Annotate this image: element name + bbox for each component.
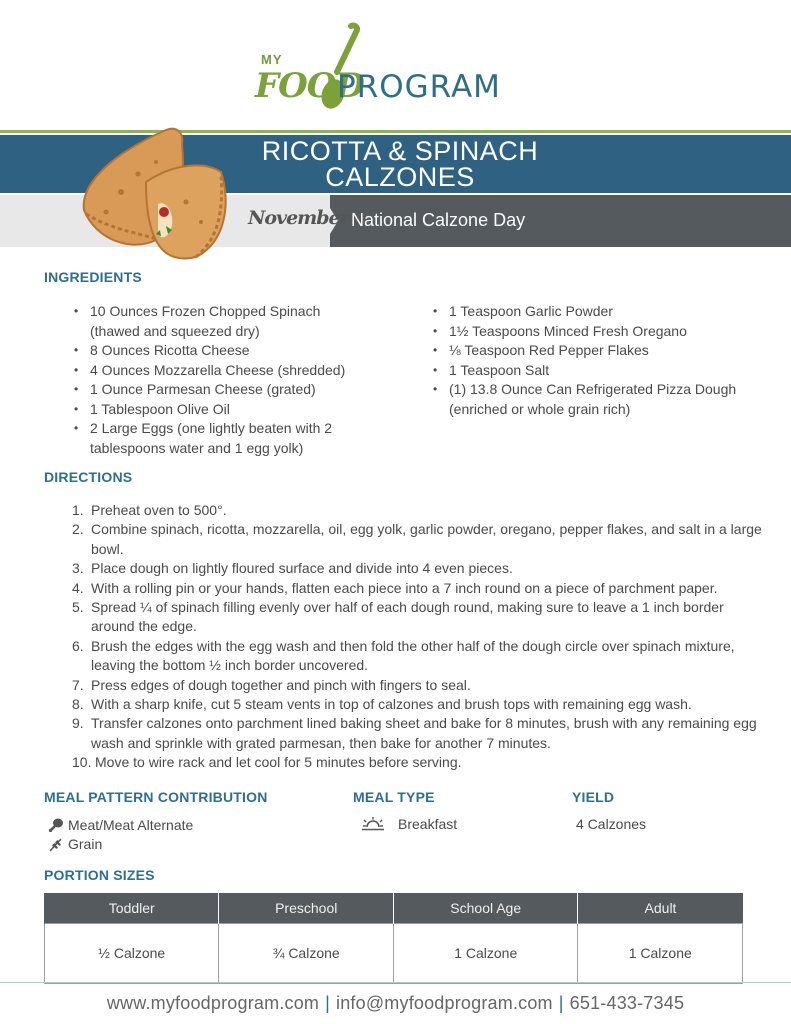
direction-step	[72, 501, 762, 520]
ingredient-item: • 1 Teaspoon Salt	[431, 361, 751, 381]
ingredient-item: • (1) 13.8 Ounce Can Refrigerated Pizza Dough (enriched or whole grain rich)	[431, 380, 751, 419]
portion-adult: 1 Calzone	[578, 923, 743, 983]
table-header-row	[45, 893, 743, 923]
step-number: 9.	[72, 715, 84, 732]
yield-value: 4 Calzones	[576, 816, 647, 832]
step-text: Preheat oven to 500°.	[91, 502, 227, 518]
ingredient-item: • 4 Ounces Mozzarella Cheese (shredded)	[72, 361, 372, 381]
logo-food: FOOD	[255, 66, 364, 106]
yield-heading: YIELD	[572, 789, 615, 805]
portion-sizes-table	[44, 893, 743, 984]
meal-type-heading: MEAL TYPE	[353, 789, 435, 805]
step-number: 7.	[72, 676, 84, 693]
recipe-title-line-2: CALZONES	[325, 162, 475, 192]
footer-separator: |	[325, 993, 330, 1013]
ingredient-item: • ⅛ Teaspoon Red Pepper Flakes	[431, 341, 751, 361]
meal-pattern-item	[48, 817, 193, 836]
step-text: Move to wire rack and let cool for 5 minutes before serving.	[95, 754, 462, 771]
step-text: With a rolling pin or your hands, flatten each piece into a 7 inch round on a piece of parchment paper.	[91, 579, 718, 596]
calzone-illustration	[76, 122, 236, 267]
recipe-title-line-1: RICOTTA & SPINACH	[261, 136, 539, 166]
meal-pattern-heading: MEAL PATTERN CONTRIBUTION	[44, 789, 268, 805]
logo-my: MY	[261, 52, 283, 67]
step-text: Spread ¼ of spinach filling evenly over half of each dough round, making sure to leave a 1 inch border around the edge.	[91, 599, 724, 635]
step-number: 1.	[72, 502, 84, 518]
ingredient-item: • 8 Ounces Ricotta Cheese	[72, 341, 372, 361]
column-header-toddler: Toddler	[45, 893, 219, 923]
ingredient-item: • 1 Teaspoon Garlic Powder	[431, 302, 751, 322]
occasion-label: National Calzone Day	[351, 210, 526, 230]
direction-step	[72, 559, 762, 578]
portion-toddler: ½ Calzone	[45, 923, 219, 983]
date-label: November 1	[248, 207, 367, 229]
step-text: Combine spinach, ricotta, mozzarella, oil, egg yolk, garlic powder, oregano, pepper flakes, and salt in a large bowl.	[91, 521, 762, 557]
table-row	[45, 923, 743, 983]
step-text: Press edges of dough together and pinch with fingers to seal.	[91, 676, 471, 693]
logo-program: PROGRAM	[337, 69, 501, 105]
step-number: 2.	[72, 521, 84, 538]
direction-step	[72, 714, 762, 753]
drumstick-icon	[48, 817, 64, 836]
recipe-title	[230, 138, 570, 190]
direction-step	[72, 520, 762, 559]
ingredient-item: • 1 Tablespoon Olive Oil	[72, 400, 372, 420]
column-header-school-age: School Age	[393, 893, 578, 923]
meal-pattern-label: Grain	[68, 836, 103, 853]
step-number: 8.	[72, 696, 84, 713]
direction-step	[72, 579, 762, 598]
direction-step	[72, 695, 762, 714]
directions-list	[72, 501, 762, 773]
portion-sizes-heading: PORTION SIZES	[44, 867, 155, 883]
footer-contact	[0, 993, 791, 1014]
column-header-preschool: Preschool	[219, 893, 393, 923]
my-food-program-logo	[255, 22, 545, 112]
meal-pattern-label: Meat/Meat Alternate	[68, 817, 194, 834]
direction-step	[72, 753, 762, 772]
column-header-adult: Adult	[578, 893, 743, 923]
footer-divider	[0, 982, 791, 983]
directions-heading: DIRECTIONS	[44, 469, 133, 485]
footer-separator: |	[558, 993, 564, 1013]
phone-number: 651-433-7345	[569, 993, 685, 1013]
direction-step	[72, 637, 762, 676]
ingredients-heading: INGREDIENTS	[44, 269, 142, 285]
ingredient-item: • 1½ Teaspoons Minced Fresh Oregano	[431, 322, 751, 342]
ingredients-list-left	[72, 302, 372, 458]
step-text: Transfer calzones onto parchment lined baking sheet and bake for 8 minutes, brush with any remaining egg wash and sprinkle with grated parmesan, then bake for another 7 minutes.	[91, 715, 757, 751]
step-text: Brush the edges with the egg wash and then fold the other half of the dough circle over spinach mixture, leaving the bottom ½ inch border uncovered.	[91, 637, 735, 674]
ingredient-item: • 10 Ounces Frozen Chopped Spinach (thawed and squeezed dry)	[72, 302, 372, 341]
step-number: 5.	[72, 599, 84, 616]
direction-step	[72, 676, 762, 695]
step-text: With a sharp knife, cut 5 steam vents in top of calzones and brush tops with remaining egg wash.	[91, 696, 692, 713]
meal-type-value: Breakfast	[398, 816, 458, 833]
sunrise-icon	[360, 816, 386, 835]
portion-preschool: ¾ Calzone	[219, 923, 393, 983]
step-text: Place dough on lightly floured surface and divide into 4 even pieces.	[91, 560, 513, 577]
portion-school-age: 1 Calzone	[393, 923, 578, 983]
ingredient-item: • 1 Ounce Parmesan Cheese (grated)	[72, 380, 372, 400]
step-number: 6.	[72, 637, 84, 654]
meal-pattern-item	[48, 836, 102, 855]
ingredients-list-right	[431, 302, 751, 419]
meal-type-item	[360, 816, 457, 835]
ingredient-item: • 2 Large Eggs (one lightly beaten with 2 tablespoons water and 1 egg yolk)	[72, 419, 372, 458]
step-number: 10.	[72, 754, 92, 771]
wheat-icon	[48, 836, 64, 855]
email-link[interactable]: info@myfoodprogram.com	[336, 993, 553, 1013]
step-number: 3.	[72, 560, 84, 577]
website-link[interactable]: www.myfoodprogram.com	[106, 993, 320, 1013]
direction-step	[72, 598, 762, 637]
step-number: 4.	[72, 579, 84, 596]
